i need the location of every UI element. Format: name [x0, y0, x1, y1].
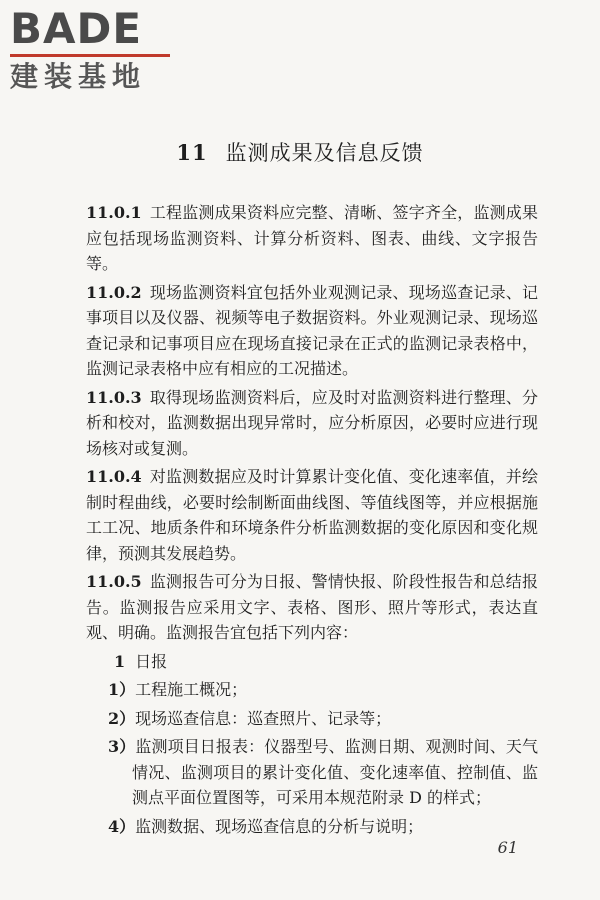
item-text: 日报 [135, 651, 168, 671]
clause-11-0-5 [86, 569, 538, 646]
sub-item-number: 3） [108, 737, 136, 756]
sub-item-1 [86, 677, 538, 703]
sub-item-text: 工程施工概况； [135, 680, 248, 699]
item-number: 1 [114, 651, 126, 671]
sub-item-2 [86, 706, 538, 732]
sub-item-text: 现场巡查信息：巡查照片、记录等； [135, 708, 392, 728]
chapter-title-text: 监测成果及信息反馈 [225, 141, 424, 165]
sub-item-number: 1） [108, 680, 136, 699]
chapter-title [0, 137, 600, 167]
logo-subtitle: 建装基地 [10, 60, 147, 93]
chapter-number: 11 [176, 140, 208, 165]
clause-number: 11.0.5 [86, 572, 142, 591]
clause-text: 现场监测资料宜包括外业观测记录、现场巡查记录、记事项目以及仪器、视频等电子数据资料。外业观测记录、现场巡查记录和记事项目应在现场直接记录在正式的监测记录表格中，监测记录表格中应有相应的工况描述。 [86, 282, 538, 378]
watermark-logo [10, 6, 180, 93]
logo-rule [10, 54, 170, 57]
clause-text: 工程监测成果资料应完整、清晰、签字齐全，监测成果应包括现场监测资料、计算分析资料、图表、曲线、文字报告等。 [86, 203, 538, 273]
clause-number: 11.0.3 [86, 387, 142, 407]
sub-item-number: 2） [108, 708, 136, 728]
sub-item-number: 4） [108, 816, 136, 836]
clause-text: 取得现场监测资料后，应及时对监测资料进行整理、分析和校对，监测数据出现异常时，应分析原因，必要时应进行现场核对或复测。 [86, 387, 538, 458]
sub-item-4 [86, 814, 538, 840]
clause-number: 11.0.4 [86, 467, 142, 486]
clause-text: 对监测数据应及时计算累计变化值、变化速率值，并绘制时程曲线，必要时绘制断面曲线图、等值线图等，并应根据施工工况、地质条件和环境条件分析监测数据的变化原因和变化规律，预测其发展趋势。 [86, 467, 538, 563]
clause-11-0-1 [86, 200, 538, 277]
clause-number: 11.0.1 [86, 203, 142, 222]
sub-item-3 [86, 734, 538, 811]
clause-11-0-2 [86, 280, 538, 382]
clause-number: 11.0.2 [86, 282, 142, 302]
list-item-daily-report [86, 649, 538, 675]
page-number: 61 [497, 838, 518, 857]
logo-brand: BADE [10, 4, 143, 53]
clause-text: 监测报告可分为日报、警情快报、阶段性报告和总结报告。监测报告应采用文字、表格、图形、照片等形式，表达直观、明确。监测报告宜包括下列内容： [86, 572, 538, 642]
sub-item-text: 监测数据、现场巡查信息的分析与说明； [135, 816, 424, 836]
clause-11-0-4 [86, 464, 538, 566]
body-content [86, 200, 538, 842]
sub-item-text: 监测项目日报表：仪器型号、监测日期、观测时间、天气情况、监测项目的累计变化值、变化速率值、控制值、监测点平面位置图等，可采用本规范附录 D 的样式； [132, 737, 538, 807]
clause-11-0-3 [86, 385, 538, 462]
